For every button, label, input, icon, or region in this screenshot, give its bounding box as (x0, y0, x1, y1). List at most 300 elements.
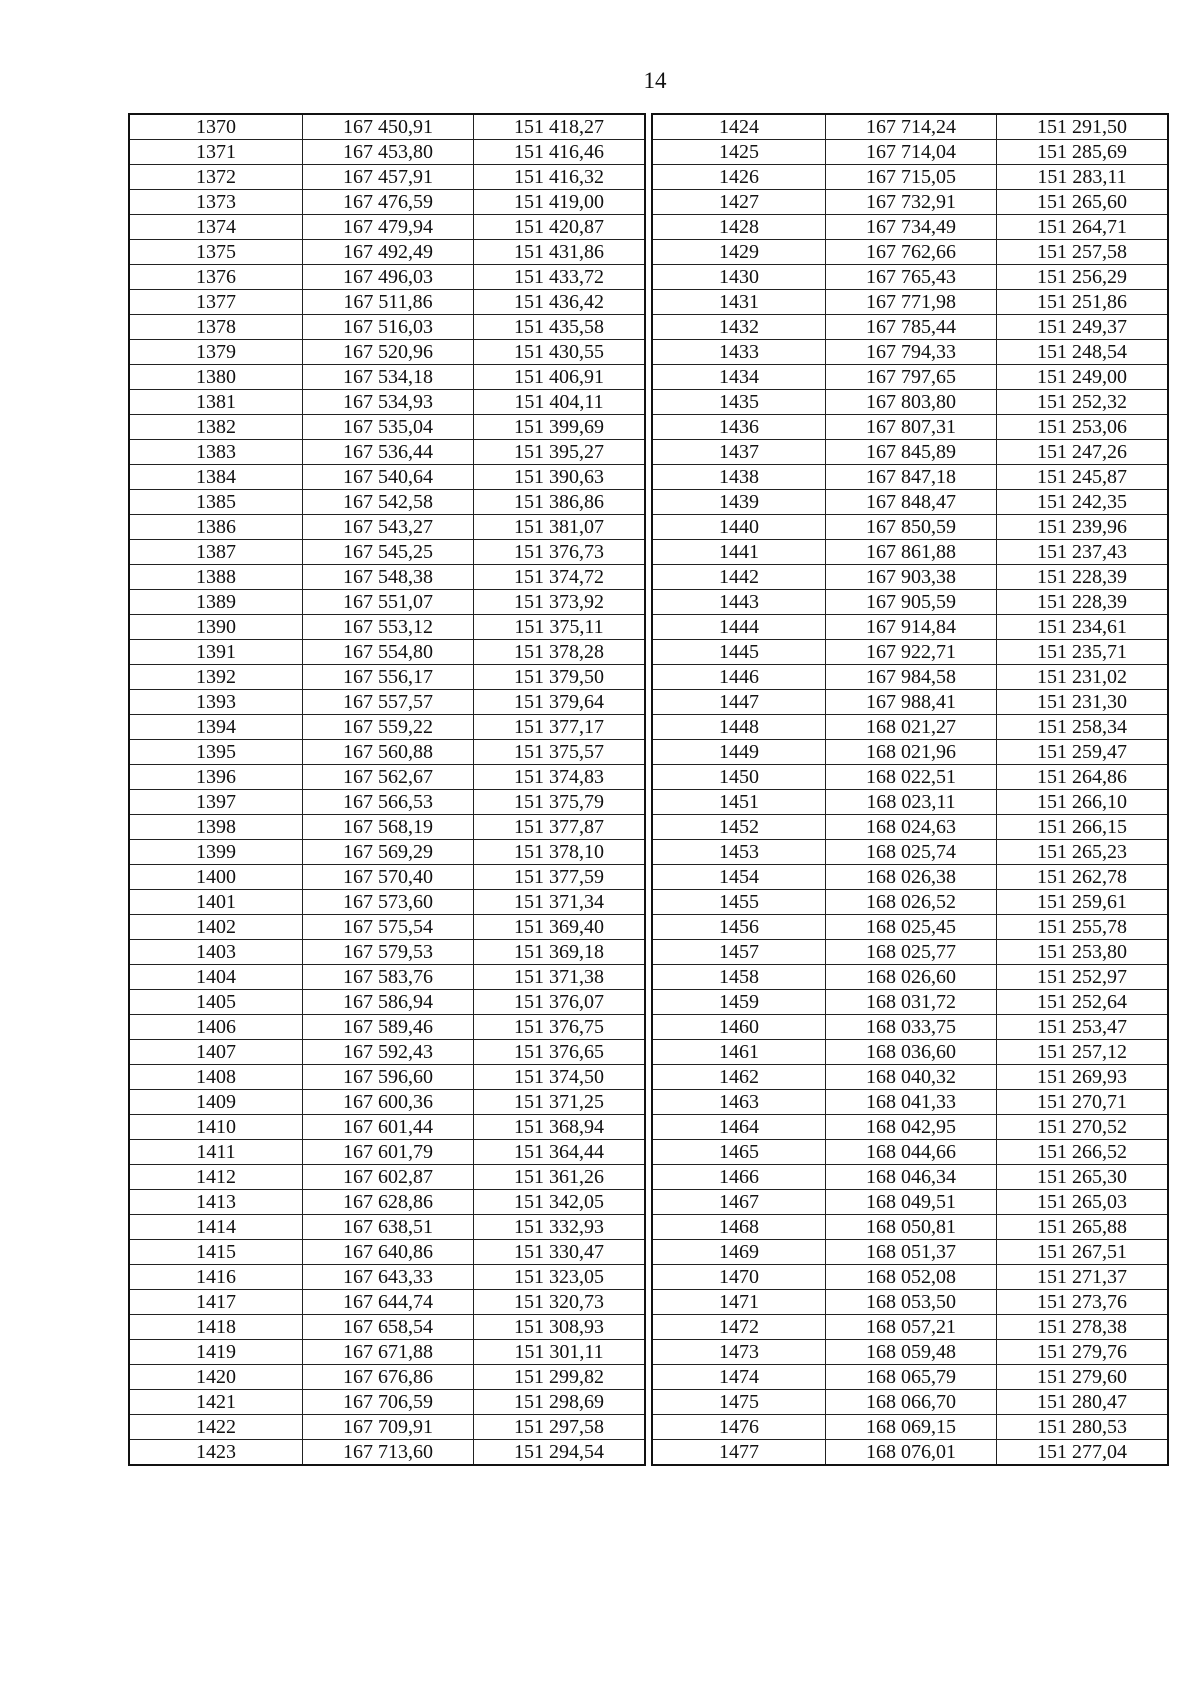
y-coordinate-cell: 151 279,76 (997, 1340, 1169, 1365)
y-coordinate-cell: 151 245,87 (997, 465, 1169, 490)
x-coordinate-cell: 168 031,72 (826, 990, 997, 1015)
point-number-cell: 1397 (129, 790, 303, 815)
point-number-cell: 1435 (652, 390, 826, 415)
point-number-cell: 1426 (652, 165, 826, 190)
point-number-cell: 1466 (652, 1165, 826, 1190)
y-coordinate-cell: 151 291,50 (997, 114, 1169, 140)
table-row (652, 215, 1168, 240)
y-coordinate-cell: 151 269,93 (997, 1065, 1169, 1090)
x-coordinate-cell: 167 794,33 (826, 340, 997, 365)
point-number-cell: 1438 (652, 465, 826, 490)
y-coordinate-cell: 151 265,23 (997, 840, 1169, 865)
table-row (652, 1390, 1168, 1415)
point-number-cell: 1373 (129, 190, 303, 215)
point-number-cell: 1436 (652, 415, 826, 440)
y-coordinate-cell: 151 420,87 (474, 215, 646, 240)
x-coordinate-cell: 168 051,37 (826, 1240, 997, 1265)
table-row (652, 1015, 1168, 1040)
table-row (129, 465, 645, 490)
table-row (652, 890, 1168, 915)
point-number-cell: 1414 (129, 1215, 303, 1240)
x-coordinate-cell: 167 713,60 (303, 1440, 474, 1466)
table-row (652, 790, 1168, 815)
point-number-cell: 1412 (129, 1165, 303, 1190)
point-number-cell: 1451 (652, 790, 826, 815)
table-row (652, 1240, 1168, 1265)
point-number-cell: 1474 (652, 1365, 826, 1390)
point-number-cell: 1403 (129, 940, 303, 965)
x-coordinate-cell: 168 053,50 (826, 1290, 997, 1315)
x-coordinate-cell: 168 069,15 (826, 1415, 997, 1440)
point-number-cell: 1418 (129, 1315, 303, 1340)
table-row (652, 1290, 1168, 1315)
x-coordinate-cell: 167 848,47 (826, 490, 997, 515)
table-row (652, 1215, 1168, 1240)
coordinate-table-left-body (129, 114, 645, 1465)
x-coordinate-cell: 168 057,21 (826, 1315, 997, 1340)
x-coordinate-cell: 167 551,07 (303, 590, 474, 615)
x-coordinate-cell: 167 520,96 (303, 340, 474, 365)
x-coordinate-cell: 167 534,18 (303, 365, 474, 390)
y-coordinate-cell: 151 239,96 (997, 515, 1169, 540)
x-coordinate-cell: 167 601,79 (303, 1140, 474, 1165)
point-number-cell: 1400 (129, 865, 303, 890)
coordinate-table-right-body (652, 114, 1168, 1465)
coordinate-table-left (128, 113, 646, 1466)
point-number-cell: 1442 (652, 565, 826, 590)
y-coordinate-cell: 151 301,11 (474, 1340, 646, 1365)
y-coordinate-cell: 151 252,32 (997, 390, 1169, 415)
page-number: 14 (643, 68, 667, 93)
x-coordinate-cell: 168 042,95 (826, 1115, 997, 1140)
y-coordinate-cell: 151 259,47 (997, 740, 1169, 765)
x-coordinate-cell: 168 049,51 (826, 1190, 997, 1215)
table-row (652, 640, 1168, 665)
y-coordinate-cell: 151 377,17 (474, 715, 646, 740)
table-row (129, 440, 645, 465)
table-row (652, 465, 1168, 490)
y-coordinate-cell: 151 371,38 (474, 965, 646, 990)
table-row (129, 165, 645, 190)
point-number-cell: 1417 (129, 1290, 303, 1315)
table-row (129, 1065, 645, 1090)
x-coordinate-cell: 167 556,17 (303, 665, 474, 690)
point-number-cell: 1431 (652, 290, 826, 315)
table-row (129, 690, 645, 715)
point-number-cell: 1452 (652, 815, 826, 840)
table-row (652, 190, 1168, 215)
table-row (652, 1140, 1168, 1165)
y-coordinate-cell: 151 294,54 (474, 1440, 646, 1466)
point-number-cell: 1401 (129, 890, 303, 915)
table-row (652, 1315, 1168, 1340)
table-row (652, 490, 1168, 515)
point-number-cell: 1475 (652, 1390, 826, 1415)
point-number-cell: 1455 (652, 890, 826, 915)
x-coordinate-cell: 168 025,74 (826, 840, 997, 865)
table-row (129, 865, 645, 890)
y-coordinate-cell: 151 379,64 (474, 690, 646, 715)
table-row (652, 665, 1168, 690)
y-coordinate-cell: 151 375,11 (474, 615, 646, 640)
y-coordinate-cell: 151 371,25 (474, 1090, 646, 1115)
point-number-cell: 1405 (129, 990, 303, 1015)
x-coordinate-cell: 168 021,27 (826, 715, 997, 740)
x-coordinate-cell: 168 021,96 (826, 740, 997, 765)
y-coordinate-cell: 151 231,02 (997, 665, 1169, 690)
table-row (129, 1290, 645, 1315)
point-number-cell: 1409 (129, 1090, 303, 1115)
x-coordinate-cell: 168 076,01 (826, 1440, 997, 1466)
x-coordinate-cell: 167 543,27 (303, 515, 474, 540)
point-number-cell: 1432 (652, 315, 826, 340)
table-row (129, 790, 645, 815)
table-row (129, 715, 645, 740)
y-coordinate-cell: 151 374,72 (474, 565, 646, 590)
y-coordinate-cell: 151 253,80 (997, 940, 1169, 965)
x-coordinate-cell: 167 644,74 (303, 1290, 474, 1315)
x-coordinate-cell: 167 476,59 (303, 190, 474, 215)
table-row (652, 415, 1168, 440)
x-coordinate-cell: 167 573,60 (303, 890, 474, 915)
point-number-cell: 1444 (652, 615, 826, 640)
point-number-cell: 1420 (129, 1365, 303, 1390)
table-row (129, 140, 645, 165)
y-coordinate-cell: 151 264,86 (997, 765, 1169, 790)
y-coordinate-cell: 151 342,05 (474, 1190, 646, 1215)
y-coordinate-cell: 151 297,58 (474, 1415, 646, 1440)
y-coordinate-cell: 151 369,40 (474, 915, 646, 940)
y-coordinate-cell: 151 431,86 (474, 240, 646, 265)
point-number-cell: 1453 (652, 840, 826, 865)
x-coordinate-cell: 167 562,67 (303, 765, 474, 790)
x-coordinate-cell: 167 765,43 (826, 265, 997, 290)
y-coordinate-cell: 151 258,34 (997, 715, 1169, 740)
table-row (652, 690, 1168, 715)
point-number-cell: 1394 (129, 715, 303, 740)
point-number-cell: 1473 (652, 1340, 826, 1365)
y-coordinate-cell: 151 266,52 (997, 1140, 1169, 1165)
point-number-cell: 1378 (129, 315, 303, 340)
point-number-cell: 1392 (129, 665, 303, 690)
y-coordinate-cell: 151 381,07 (474, 515, 646, 540)
x-coordinate-cell: 167 516,03 (303, 315, 474, 340)
x-coordinate-cell: 167 984,58 (826, 665, 997, 690)
x-coordinate-cell: 167 453,80 (303, 140, 474, 165)
table-row (129, 765, 645, 790)
table-row (652, 540, 1168, 565)
x-coordinate-cell: 168 036,60 (826, 1040, 997, 1065)
table-row (652, 715, 1168, 740)
y-coordinate-cell: 151 376,65 (474, 1040, 646, 1065)
y-coordinate-cell: 151 277,04 (997, 1440, 1169, 1466)
x-coordinate-cell: 167 762,66 (826, 240, 997, 265)
table-row (652, 1415, 1168, 1440)
point-number-cell: 1463 (652, 1090, 826, 1115)
point-number-cell: 1379 (129, 340, 303, 365)
point-number-cell: 1421 (129, 1390, 303, 1415)
x-coordinate-cell: 167 797,65 (826, 365, 997, 390)
table-row (129, 365, 645, 390)
table-row (129, 114, 645, 140)
x-coordinate-cell: 167 596,60 (303, 1065, 474, 1090)
table-row (652, 915, 1168, 940)
point-number-cell: 1465 (652, 1140, 826, 1165)
point-number-cell: 1450 (652, 765, 826, 790)
y-coordinate-cell: 151 375,57 (474, 740, 646, 765)
point-number-cell: 1472 (652, 1315, 826, 1340)
x-coordinate-cell: 167 548,38 (303, 565, 474, 590)
point-number-cell: 1402 (129, 915, 303, 940)
point-number-cell: 1410 (129, 1115, 303, 1140)
y-coordinate-cell: 151 299,82 (474, 1365, 646, 1390)
table-row (129, 315, 645, 340)
point-number-cell: 1380 (129, 365, 303, 390)
table-row (129, 1015, 645, 1040)
x-coordinate-cell: 167 450,91 (303, 114, 474, 140)
x-coordinate-cell: 167 554,80 (303, 640, 474, 665)
point-number-cell: 1434 (652, 365, 826, 390)
table-row (129, 590, 645, 615)
y-coordinate-cell: 151 271,37 (997, 1265, 1169, 1290)
point-number-cell: 1448 (652, 715, 826, 740)
y-coordinate-cell: 151 386,86 (474, 490, 646, 515)
point-number-cell: 1476 (652, 1415, 826, 1440)
x-coordinate-cell: 168 026,52 (826, 890, 997, 915)
table-row (129, 490, 645, 515)
point-number-cell: 1390 (129, 615, 303, 640)
point-number-cell: 1382 (129, 415, 303, 440)
point-number-cell: 1404 (129, 965, 303, 990)
coordinate-table-right (651, 113, 1169, 1466)
x-coordinate-cell: 167 715,05 (826, 165, 997, 190)
point-number-cell: 1428 (652, 215, 826, 240)
table-row (129, 840, 645, 865)
y-coordinate-cell: 151 251,86 (997, 290, 1169, 315)
x-coordinate-cell: 168 052,08 (826, 1265, 997, 1290)
table-row (652, 940, 1168, 965)
x-coordinate-cell: 167 914,84 (826, 615, 997, 640)
y-coordinate-cell: 151 298,69 (474, 1390, 646, 1415)
y-coordinate-cell: 151 280,47 (997, 1390, 1169, 1415)
x-coordinate-cell: 168 026,38 (826, 865, 997, 890)
table-row (129, 190, 645, 215)
point-number-cell: 1413 (129, 1190, 303, 1215)
y-coordinate-cell: 151 395,27 (474, 440, 646, 465)
table-row (129, 1415, 645, 1440)
x-coordinate-cell: 167 732,91 (826, 190, 997, 215)
table-row (129, 990, 645, 1015)
point-number-cell: 1445 (652, 640, 826, 665)
table-row (652, 865, 1168, 890)
y-coordinate-cell: 151 280,53 (997, 1415, 1169, 1440)
x-coordinate-cell: 167 905,59 (826, 590, 997, 615)
point-number-cell: 1376 (129, 265, 303, 290)
table-row (652, 365, 1168, 390)
y-coordinate-cell: 151 242,35 (997, 490, 1169, 515)
y-coordinate-cell: 151 266,15 (997, 815, 1169, 840)
x-coordinate-cell: 168 040,32 (826, 1065, 997, 1090)
x-coordinate-cell: 167 492,49 (303, 240, 474, 265)
point-number-cell: 1461 (652, 1040, 826, 1065)
y-coordinate-cell: 151 255,78 (997, 915, 1169, 940)
point-number-cell: 1411 (129, 1140, 303, 1165)
table-row (652, 615, 1168, 640)
x-coordinate-cell: 167 845,89 (826, 440, 997, 465)
table-row (652, 340, 1168, 365)
point-number-cell: 1371 (129, 140, 303, 165)
point-number-cell: 1449 (652, 740, 826, 765)
table-row (652, 1040, 1168, 1065)
point-number-cell: 1423 (129, 1440, 303, 1466)
y-coordinate-cell: 151 433,72 (474, 265, 646, 290)
point-number-cell: 1441 (652, 540, 826, 565)
table-row (652, 315, 1168, 340)
x-coordinate-cell: 167 861,88 (826, 540, 997, 565)
y-coordinate-cell: 151 375,79 (474, 790, 646, 815)
x-coordinate-cell: 167 847,18 (826, 465, 997, 490)
x-coordinate-cell: 167 570,40 (303, 865, 474, 890)
x-coordinate-cell: 168 059,48 (826, 1340, 997, 1365)
point-number-cell: 1399 (129, 840, 303, 865)
point-number-cell: 1458 (652, 965, 826, 990)
table-row (652, 515, 1168, 540)
y-coordinate-cell: 151 252,64 (997, 990, 1169, 1015)
x-coordinate-cell: 167 601,44 (303, 1115, 474, 1140)
x-coordinate-cell: 168 023,11 (826, 790, 997, 815)
table-row (652, 765, 1168, 790)
y-coordinate-cell: 151 228,39 (997, 565, 1169, 590)
table-row (652, 265, 1168, 290)
table-row (129, 940, 645, 965)
table-row (652, 965, 1168, 990)
point-number-cell: 1416 (129, 1265, 303, 1290)
x-coordinate-cell: 167 600,36 (303, 1090, 474, 1115)
y-coordinate-cell: 151 378,10 (474, 840, 646, 865)
x-coordinate-cell: 167 583,76 (303, 965, 474, 990)
y-coordinate-cell: 151 267,51 (997, 1240, 1169, 1265)
y-coordinate-cell: 151 262,78 (997, 865, 1169, 890)
x-coordinate-cell: 168 044,66 (826, 1140, 997, 1165)
table-row (129, 265, 645, 290)
y-coordinate-cell: 151 371,34 (474, 890, 646, 915)
y-coordinate-cell: 151 265,03 (997, 1190, 1169, 1215)
y-coordinate-cell: 151 430,55 (474, 340, 646, 365)
y-coordinate-cell: 151 259,61 (997, 890, 1169, 915)
x-coordinate-cell: 167 988,41 (826, 690, 997, 715)
table-row (652, 1265, 1168, 1290)
point-number-cell: 1398 (129, 815, 303, 840)
point-number-cell: 1372 (129, 165, 303, 190)
table-row (652, 1340, 1168, 1365)
y-coordinate-cell: 151 376,73 (474, 540, 646, 565)
x-coordinate-cell: 167 496,03 (303, 265, 474, 290)
y-coordinate-cell: 151 270,71 (997, 1090, 1169, 1115)
point-number-cell: 1381 (129, 390, 303, 415)
point-number-cell: 1430 (652, 265, 826, 290)
table-row (129, 1265, 645, 1290)
table-row (129, 415, 645, 440)
point-number-cell: 1440 (652, 515, 826, 540)
y-coordinate-cell: 151 373,92 (474, 590, 646, 615)
table-row (129, 215, 645, 240)
point-number-cell: 1469 (652, 1240, 826, 1265)
table-row (129, 1190, 645, 1215)
table-row (129, 290, 645, 315)
point-number-cell: 1377 (129, 290, 303, 315)
x-coordinate-cell: 167 676,86 (303, 1365, 474, 1390)
x-coordinate-cell: 167 602,87 (303, 1165, 474, 1190)
point-number-cell: 1388 (129, 565, 303, 590)
x-coordinate-cell: 167 511,86 (303, 290, 474, 315)
point-number-cell: 1437 (652, 440, 826, 465)
point-number-cell: 1393 (129, 690, 303, 715)
point-number-cell: 1439 (652, 490, 826, 515)
table-row (652, 740, 1168, 765)
x-coordinate-cell: 167 638,51 (303, 1215, 474, 1240)
point-number-cell: 1374 (129, 215, 303, 240)
point-number-cell: 1470 (652, 1265, 826, 1290)
point-number-cell: 1396 (129, 765, 303, 790)
x-coordinate-cell: 167 771,98 (826, 290, 997, 315)
table-row (129, 1440, 645, 1466)
y-coordinate-cell: 151 376,07 (474, 990, 646, 1015)
x-coordinate-cell: 167 535,04 (303, 415, 474, 440)
x-coordinate-cell: 167 709,91 (303, 1415, 474, 1440)
y-coordinate-cell: 151 249,37 (997, 315, 1169, 340)
table-row (652, 114, 1168, 140)
coordinate-tables (128, 113, 1169, 1466)
y-coordinate-cell: 151 416,32 (474, 165, 646, 190)
x-coordinate-cell: 167 536,44 (303, 440, 474, 465)
y-coordinate-cell: 151 265,60 (997, 190, 1169, 215)
y-coordinate-cell: 151 265,88 (997, 1215, 1169, 1240)
table-row (129, 1090, 645, 1115)
x-coordinate-cell: 167 559,22 (303, 715, 474, 740)
x-coordinate-cell: 167 803,80 (826, 390, 997, 415)
point-number-cell: 1471 (652, 1290, 826, 1315)
table-row (129, 565, 645, 590)
table-row (129, 615, 645, 640)
y-coordinate-cell: 151 374,50 (474, 1065, 646, 1090)
y-coordinate-cell: 151 368,94 (474, 1115, 646, 1140)
table-row (652, 815, 1168, 840)
point-number-cell: 1462 (652, 1065, 826, 1090)
table-row (652, 140, 1168, 165)
x-coordinate-cell: 167 557,57 (303, 690, 474, 715)
point-number-cell: 1477 (652, 1440, 826, 1466)
table-row (652, 1065, 1168, 1090)
table-row (652, 1115, 1168, 1140)
y-coordinate-cell: 151 237,43 (997, 540, 1169, 565)
x-coordinate-cell: 168 066,70 (826, 1390, 997, 1415)
point-number-cell: 1460 (652, 1015, 826, 1040)
x-coordinate-cell: 167 568,19 (303, 815, 474, 840)
table-row (652, 1365, 1168, 1390)
table-row (652, 1090, 1168, 1115)
y-coordinate-cell: 151 249,00 (997, 365, 1169, 390)
table-row (652, 1440, 1168, 1466)
x-coordinate-cell: 167 540,64 (303, 465, 474, 490)
x-coordinate-cell: 167 714,24 (826, 114, 997, 140)
table-row (652, 165, 1168, 190)
point-number-cell: 1391 (129, 640, 303, 665)
table-row (129, 815, 645, 840)
table-row (129, 740, 645, 765)
table-row (652, 290, 1168, 315)
y-coordinate-cell: 151 378,28 (474, 640, 646, 665)
y-coordinate-cell: 151 390,63 (474, 465, 646, 490)
